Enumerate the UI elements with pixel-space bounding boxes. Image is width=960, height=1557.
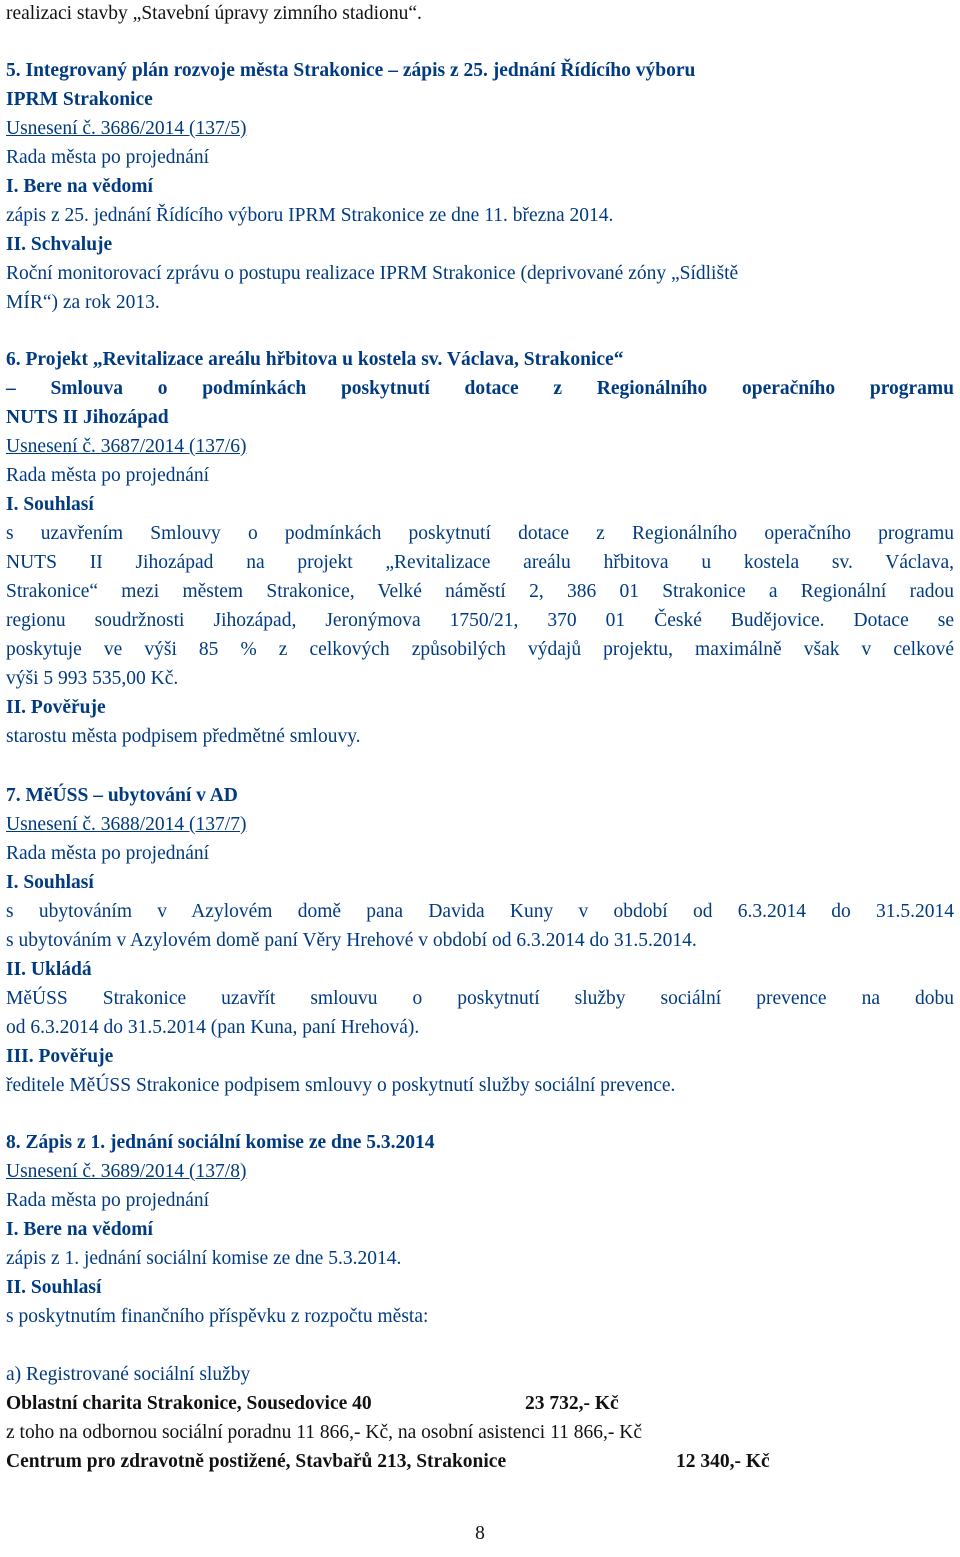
section-5-text-2-line1: Roční monitorovací zprávu o postupu realizace IPRM Strakonice (deprivované zóny „Sídliště: [6, 263, 739, 284]
section-8-heading-2: II. Souhlasí: [6, 1277, 102, 1298]
section-5-text-2-line2: MÍR“) za rok 2013.: [6, 292, 160, 313]
section-5-text-1: zápis z 25. jednání Řídícího výboru IPRM Strakonice ze dne 11. března 2014.: [6, 205, 614, 226]
section-5-heading-1: I. Bere na vědomí: [6, 176, 153, 197]
section-7-heading-2: II. Ukládá: [6, 959, 92, 980]
carryover-text: realizaci stavby „Stavební úpravy zimního stadionu“.: [6, 3, 422, 24]
grant-row-1-detail: z toho na odbornou sociální poradnu 11 866,- Kč, na osobní asistenci 11 866,- Kč: [6, 1422, 642, 1443]
section-6-council-intro: Rada města po projednání: [6, 465, 210, 486]
section-6-para-line1: s uzavřením Smlouvy o podmínkách poskytnutí dotace z Regionálního operačního programu: [6, 523, 954, 544]
grant-row-1-name: Oblastní charita Strakonice, Sousedovice 40: [6, 1393, 372, 1414]
section-6-para-line2: NUTS II Jihozápad na projekt „Revitalizace areálu hřbitova u kostela sv. Václava,: [6, 552, 954, 573]
section-6-title-line3: NUTS II Jihozápad: [6, 407, 169, 428]
section-7-resolution-number: Usnesení č. 3688/2014 (137/7): [6, 814, 247, 835]
section-8-council-intro: Rada města po projednání: [6, 1190, 210, 1211]
grant-row-2-amount: 12 340,- Kč: [676, 1451, 770, 1472]
section-6-para-line6: výši 5 993 535,00 Kč.: [6, 668, 179, 689]
section-8-resolution-number: Usnesení č. 3689/2014 (137/8): [6, 1161, 247, 1182]
section-6-resolution-number: Usnesení č. 3687/2014 (137/6): [6, 436, 247, 457]
section-7-text-1-line1: s ubytováním v Azylovém domě pana Davida Kuny v období od 6.3.2014 do 31.5.2014: [6, 901, 954, 922]
section-8-title: 8. Zápis z 1. jednání sociální komise ze dne 5.3.2014: [6, 1132, 435, 1153]
section-7-text-2-line2: od 6.3.2014 do 31.5.2014 (pan Kuna, paní Hrehová).: [6, 1017, 420, 1038]
section-8-text-1: zápis z 1. jednání sociální komise ze dne 5.3.2014.: [6, 1248, 402, 1269]
subsection-a-heading: a) Registrované sociální služby: [6, 1364, 251, 1385]
section-6-title-line2: – Smlouva o podmínkách poskytnutí dotace z Regionálního operačního programu: [6, 378, 954, 399]
section-7-text-1-line2: s ubytováním v Azylovém domě paní Věry Hrehové v období od 6.3.2014 do 31.5.2014.: [6, 930, 697, 951]
section-7-heading-3: III. Pověřuje: [6, 1046, 114, 1067]
section-8-text-2: s poskytnutím finančního příspěvku z rozpočtu města:: [6, 1306, 429, 1327]
section-7-title: 7. MěÚSS – ubytování v AD: [6, 785, 238, 806]
section-5-title-line2: IPRM Strakonice: [6, 89, 153, 110]
section-5-resolution-number: Usnesení č. 3686/2014 (137/5): [6, 118, 247, 139]
section-7-council-intro: Rada města po projednání: [6, 843, 210, 864]
section-5-heading-2: II. Schvaluje: [6, 234, 113, 255]
section-6-heading-1: I. Souhlasí: [6, 494, 94, 515]
section-6-title-line1: 6. Projekt „Revitalizace areálu hřbitova u kostela sv. Václava, Strakonice“: [6, 349, 624, 370]
section-6-text-2: starostu města podpisem předmětné smlouvy.: [6, 726, 361, 747]
section-6-heading-2: II. Pověřuje: [6, 697, 106, 718]
grant-row-2-name: Centrum pro zdravotně postižené, Stavbařů 213, Strakonice: [6, 1451, 507, 1472]
section-8-heading-1: I. Bere na vědomí: [6, 1219, 153, 1240]
grant-row-1-amount: 23 732,- Kč: [525, 1393, 619, 1414]
section-7-text-2-line1: MěÚSS Strakonice uzavřít smlouvu o poskytnutí služby sociální prevence na dobu: [6, 988, 954, 1009]
section-5-title-line1: 5. Integrovaný plán rozvoje města Strakonice – zápis z 25. jednání Řídícího výboru: [6, 60, 696, 81]
section-7-heading-1: I. Souhlasí: [6, 872, 94, 893]
section-7-text-3: ředitele MěÚSS Strakonice podpisem smlouvy o poskytnutí služby sociální prevence.: [6, 1075, 676, 1096]
section-6-para-line4: regionu soudržnosti Jihozápad, Jeronýmova 1750/21, 370 01 České Budějovice. Dotace se: [6, 610, 954, 631]
section-6-para-line3: Strakonice“ mezi městem Strakonice, Velké náměstí 2, 386 01 Strakonice a Regionální radou: [6, 581, 954, 602]
section-6-para-line5: poskytuje ve výši 85 % z celkových způsobilých výdajů projektu, maximálně však v celkové: [6, 639, 954, 660]
section-5-council-intro: Rada města po projednání: [6, 147, 210, 168]
page-number: 8: [475, 1523, 485, 1544]
